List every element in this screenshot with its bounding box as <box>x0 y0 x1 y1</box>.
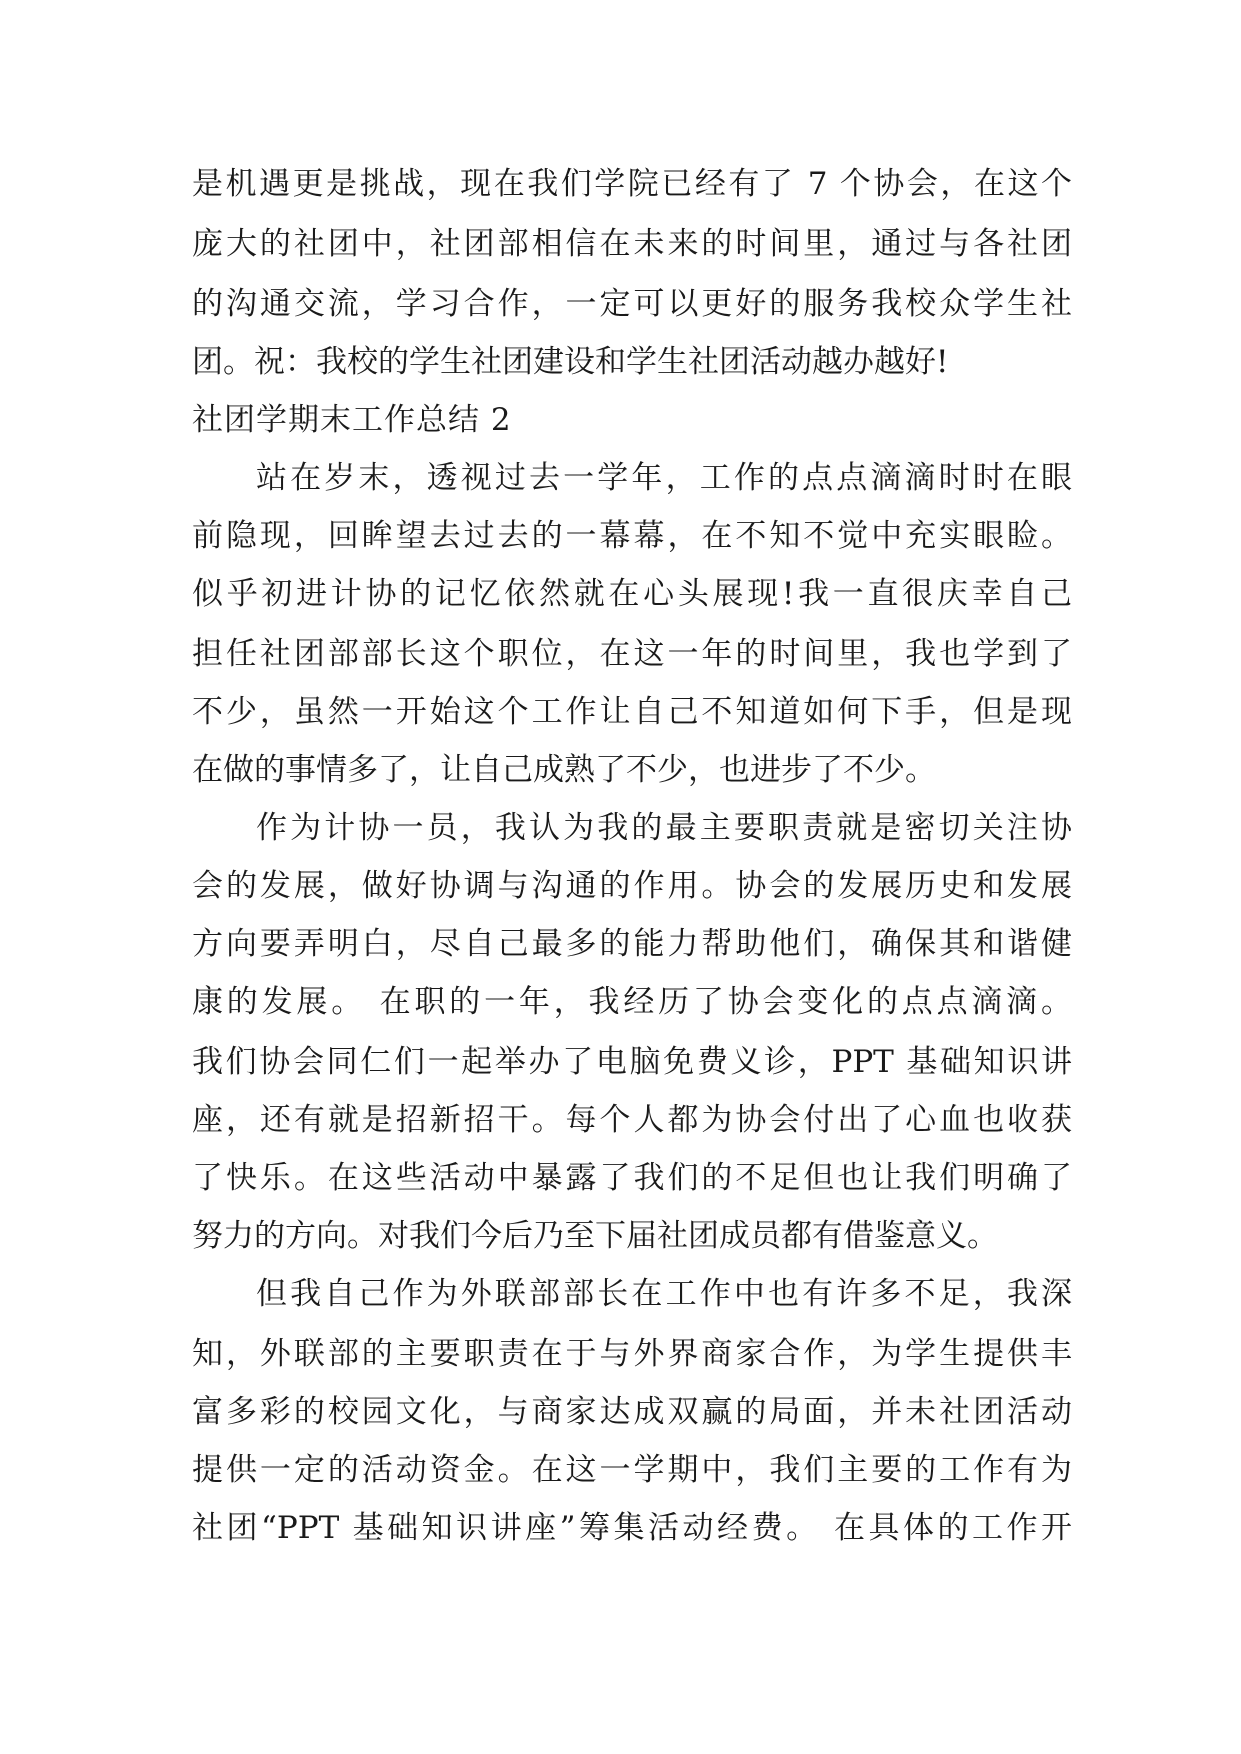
paragraph-line: 但我自己作为外联部部长在工作中也有许多不足，我深 <box>256 1276 1072 1312</box>
paragraph-line: 不少，虽然一开始这个工作让自己不知道如何下手，但是现 <box>192 694 1072 730</box>
paragraph-line: 康的发展。 在职的一年，我经历了协会变化的点点滴滴。 <box>192 984 1072 1020</box>
text-line: 团。祝：我校的学生社团建设和学生社团活动越办越好! <box>192 344 949 380</box>
paragraph-line: 富多彩的校园文化，与商家达成双赢的局面，并未社团活动 <box>192 1394 1072 1430</box>
paragraph-line: 座，还有就是招新招干。每个人都为协会付出了心血也收获 <box>192 1102 1072 1138</box>
paragraph-line: 社团“PPT 基础知识讲座”筹集活动经费。 在具体的工作开 <box>192 1510 1072 1546</box>
paragraph-line: 站在岁末，透视过去一学年，工作的点点滴滴时时在眼 <box>256 460 1072 496</box>
text-line: 庞大的社团中，社团部相信在未来的时间里，通过与各社团 <box>192 226 1072 262</box>
paragraph-line: 担任社团部部长这个职位，在这一年的时间里，我也学到了 <box>192 636 1072 672</box>
paragraph-line: 方向要弄明白，尽自己最多的能力帮助他们，确保其和谐健 <box>192 926 1072 962</box>
text-line: 是机遇更是挑战，现在我们学院已经有了 7 个协会，在这个 <box>192 166 1072 202</box>
paragraph-line: 前隐现，回眸望去过去的一幕幕，在不知不觉中充实眼睑。 <box>192 518 1072 554</box>
paragraph-line: 会的发展，做好协调与沟通的作用。协会的发展历史和发展 <box>192 868 1072 904</box>
paragraph-line: 了快乐。在这些活动中暴露了我们的不足但也让我们明确了 <box>192 1160 1072 1196</box>
paragraph-line: 知，外联部的主要职责在于与外界商家合作，为学生提供丰 <box>192 1336 1072 1372</box>
paragraph-line: 在做的事情多了，让自己成熟了不少，也进步了不少。 <box>192 752 936 788</box>
paragraph-line: 似乎初进计协的记忆依然就在心头展现!我一直很庆幸自己 <box>192 576 1072 612</box>
text-line: 的沟通交流，学习合作，一定可以更好的服务我校众学生社 <box>192 286 1072 322</box>
paragraph-line: 作为计协一员，我认为我的最主要职责就是密切关注协 <box>256 810 1072 846</box>
paragraph-line: 我们协会同仁们一起举办了电脑免费义诊，PPT 基础知识讲 <box>192 1044 1072 1080</box>
paragraph-line: 努力的方向。对我们今后乃至下届社团成员都有借鉴意义。 <box>192 1218 998 1254</box>
section-title: 社团学期末工作总结 2 <box>192 402 512 438</box>
paragraph-line: 提供一定的活动资金。在这一学期中，我们主要的工作有为 <box>192 1452 1072 1488</box>
